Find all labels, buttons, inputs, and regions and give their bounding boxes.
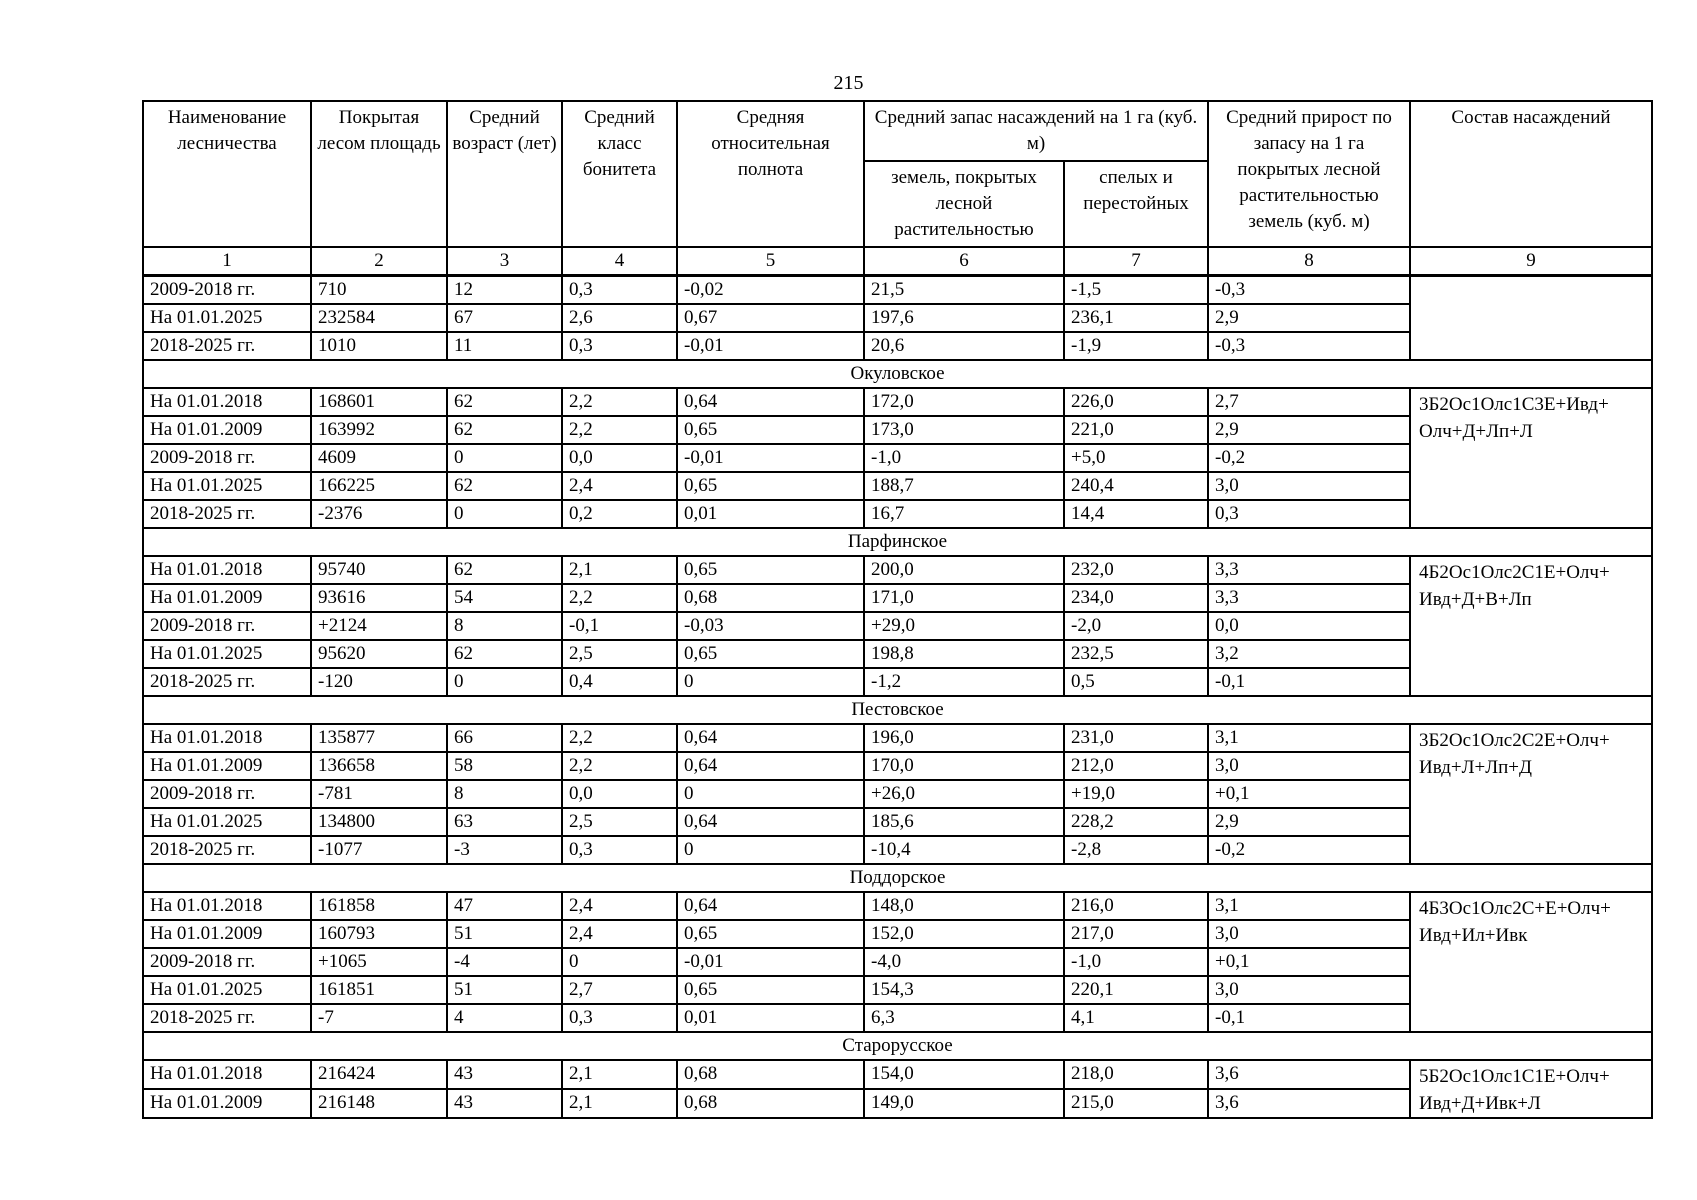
column-number: 6: [864, 247, 1064, 276]
age-cell: 0: [447, 500, 562, 528]
period-cell: На 01.01.2009: [143, 1089, 311, 1118]
density-cell: 0,68: [677, 1089, 864, 1118]
density-cell: 0,65: [677, 472, 864, 500]
mature-stock-cell: 232,5: [1064, 640, 1208, 668]
age-cell: 62: [447, 640, 562, 668]
table-row: [143, 388, 1652, 416]
mature-stock-cell: 217,0: [1064, 920, 1208, 948]
area-cell: -1077: [311, 836, 447, 864]
site-class-cell: 0,3: [562, 836, 677, 864]
increment-cell: -0,3: [1208, 332, 1410, 360]
area-cell: -7: [311, 1004, 447, 1032]
density-cell: 0: [677, 836, 864, 864]
increment-cell: 3,2: [1208, 640, 1410, 668]
increment-cell: 2,7: [1208, 388, 1410, 416]
age-cell: 62: [447, 416, 562, 444]
period-cell: На 01.01.2025: [143, 640, 311, 668]
stock-cell: 6,3: [864, 1004, 1064, 1032]
header-relative-density: Средняя относительная полнота: [677, 101, 864, 247]
area-cell: 93616: [311, 584, 447, 612]
area-cell: 95740: [311, 556, 447, 584]
column-number: 4: [562, 247, 677, 276]
period-cell: 2018-2025 гг.: [143, 1004, 311, 1032]
area-cell: 216148: [311, 1089, 447, 1118]
increment-cell: 3,6: [1208, 1060, 1410, 1089]
area-cell: 166225: [311, 472, 447, 500]
mature-stock-cell: 14,4: [1064, 500, 1208, 528]
period-cell: 2009-2018 гг.: [143, 612, 311, 640]
site-class-cell: 2,2: [562, 416, 677, 444]
period-cell: На 01.01.2025: [143, 976, 311, 1004]
density-cell: -0,01: [677, 332, 864, 360]
mature-stock-cell: 231,0: [1064, 724, 1208, 752]
area-cell: 4609: [311, 444, 447, 472]
mature-stock-cell: 4,1: [1064, 1004, 1208, 1032]
age-cell: 11: [447, 332, 562, 360]
density-cell: -0,01: [677, 948, 864, 976]
increment-cell: 3,0: [1208, 752, 1410, 780]
section-row: [143, 360, 1652, 388]
period-cell: На 01.01.2009: [143, 752, 311, 780]
density-cell: 0,01: [677, 1004, 864, 1032]
stock-cell: 21,5: [864, 276, 1064, 305]
density-cell: -0,02: [677, 276, 864, 305]
area-cell: 1010: [311, 332, 447, 360]
mature-stock-cell: +5,0: [1064, 444, 1208, 472]
mature-stock-cell: 215,0: [1064, 1089, 1208, 1118]
period-cell: На 01.01.2009: [143, 920, 311, 948]
age-cell: 58: [447, 752, 562, 780]
period-cell: На 01.01.2025: [143, 472, 311, 500]
area-cell: -120: [311, 668, 447, 696]
stock-cell: 198,8: [864, 640, 1064, 668]
header-site-class: Средний класс бонитета: [562, 101, 677, 247]
composition-cell: 5Б2Ос1Олс1С1Е+Олч+ Ивд+Д+Ивк+Л: [1410, 1060, 1652, 1118]
age-cell: 62: [447, 556, 562, 584]
area-cell: 163992: [311, 416, 447, 444]
density-cell: 0,01: [677, 500, 864, 528]
mature-stock-cell: 221,0: [1064, 416, 1208, 444]
site-class-cell: -0,1: [562, 612, 677, 640]
stock-cell: 149,0: [864, 1089, 1064, 1118]
site-class-cell: 2,5: [562, 640, 677, 668]
increment-cell: 2,9: [1208, 304, 1410, 332]
density-cell: 0: [677, 668, 864, 696]
stock-cell: 173,0: [864, 416, 1064, 444]
mature-stock-cell: 236,1: [1064, 304, 1208, 332]
mature-stock-cell: -1,5: [1064, 276, 1208, 305]
site-class-cell: 2,2: [562, 752, 677, 780]
area-cell: 232584: [311, 304, 447, 332]
age-cell: 66: [447, 724, 562, 752]
period-cell: На 01.01.2009: [143, 416, 311, 444]
age-cell: 62: [447, 472, 562, 500]
table-row: [143, 276, 1652, 305]
age-cell: 43: [447, 1060, 562, 1089]
density-cell: 0,65: [677, 416, 864, 444]
mature-stock-cell: +19,0: [1064, 780, 1208, 808]
increment-cell: 3,3: [1208, 584, 1410, 612]
increment-cell: -0,1: [1208, 668, 1410, 696]
age-cell: -4: [447, 948, 562, 976]
age-cell: 47: [447, 892, 562, 920]
age-cell: -3: [447, 836, 562, 864]
increment-cell: 2,9: [1208, 416, 1410, 444]
stock-cell: 154,0: [864, 1060, 1064, 1089]
age-cell: 4: [447, 1004, 562, 1032]
area-cell: 710: [311, 276, 447, 305]
mature-stock-cell: 228,2: [1064, 808, 1208, 836]
page-number: 215: [833, 72, 864, 94]
site-class-cell: 0: [562, 948, 677, 976]
increment-cell: -0,2: [1208, 836, 1410, 864]
mature-stock-cell: 234,0: [1064, 584, 1208, 612]
site-class-cell: 2,2: [562, 724, 677, 752]
mature-stock-cell: 0,5: [1064, 668, 1208, 696]
site-class-cell: 0,3: [562, 1004, 677, 1032]
stock-cell: -1,0: [864, 444, 1064, 472]
header-forestry-name: Наименование лесничества: [143, 101, 311, 247]
area-cell: 136658: [311, 752, 447, 780]
increment-cell: +0,1: [1208, 780, 1410, 808]
period-cell: На 01.01.2018: [143, 892, 311, 920]
age-cell: 0: [447, 668, 562, 696]
stock-cell: 185,6: [864, 808, 1064, 836]
site-class-cell: 2,5: [562, 808, 677, 836]
area-cell: 168601: [311, 388, 447, 416]
composition-cell: 3Б2Ос1Олс1С3Е+Ивд+ Олч+Д+Лп+Л: [1410, 388, 1652, 528]
area-cell: 95620: [311, 640, 447, 668]
density-cell: 0,65: [677, 976, 864, 1004]
section-row: [143, 696, 1652, 724]
increment-cell: 3,0: [1208, 472, 1410, 500]
area-cell: +1065: [311, 948, 447, 976]
stock-cell: 172,0: [864, 388, 1064, 416]
increment-cell: +0,1: [1208, 948, 1410, 976]
period-cell: На 01.01.2025: [143, 304, 311, 332]
area-cell: +2124: [311, 612, 447, 640]
section-title: Парфинское: [143, 528, 1652, 556]
increment-cell: 3,3: [1208, 556, 1410, 584]
stock-cell: 188,7: [864, 472, 1064, 500]
header-average-stock-group: Средний запас насаждений на 1 га (куб. м): [864, 101, 1208, 161]
increment-cell: -0,2: [1208, 444, 1410, 472]
site-class-cell: 0,0: [562, 444, 677, 472]
site-class-cell: 0,3: [562, 332, 677, 360]
site-class-cell: 0,4: [562, 668, 677, 696]
period-cell: На 01.01.2018: [143, 388, 311, 416]
period-cell: 2009-2018 гг.: [143, 276, 311, 305]
composition-cell: 3Б2Ос1Олс2С2Е+Олч+ Ивд+Л+Лп+Д: [1410, 724, 1652, 864]
stock-cell: -10,4: [864, 836, 1064, 864]
section-title: Поддорское: [143, 864, 1652, 892]
period-cell: 2009-2018 гг.: [143, 444, 311, 472]
period-cell: На 01.01.2018: [143, 556, 311, 584]
stock-cell: +29,0: [864, 612, 1064, 640]
density-cell: 0,64: [677, 892, 864, 920]
table-row: [143, 892, 1652, 920]
column-number: 1: [143, 247, 311, 276]
age-cell: 12: [447, 276, 562, 305]
site-class-cell: 2,4: [562, 892, 677, 920]
stock-cell: 170,0: [864, 752, 1064, 780]
header-average-increment: Средний прирост по запасу на 1 га покрытых лесной растительностью земель (куб. м): [1208, 101, 1410, 247]
increment-cell: -0,1: [1208, 1004, 1410, 1032]
age-cell: 8: [447, 612, 562, 640]
period-cell: 2018-2025 гг.: [143, 836, 311, 864]
table-row: [143, 1060, 1652, 1089]
period-cell: На 01.01.2018: [143, 1060, 311, 1089]
density-cell: 0,68: [677, 584, 864, 612]
composition-cell: [1410, 276, 1652, 361]
site-class-cell: 0,0: [562, 780, 677, 808]
column-number: 5: [677, 247, 864, 276]
site-class-cell: 2,1: [562, 1089, 677, 1118]
section-row: [143, 528, 1652, 556]
age-cell: 62: [447, 388, 562, 416]
period-cell: 2009-2018 гг.: [143, 780, 311, 808]
increment-cell: -0,3: [1208, 276, 1410, 305]
increment-cell: 3,0: [1208, 976, 1410, 1004]
area-cell: 161858: [311, 892, 447, 920]
area-cell: -2376: [311, 500, 447, 528]
increment-cell: 0,0: [1208, 612, 1410, 640]
increment-cell: 2,9: [1208, 808, 1410, 836]
mature-stock-cell: -2,0: [1064, 612, 1208, 640]
header-stock-forest-lands: земель, покрытых лесной растительностью: [864, 161, 1064, 247]
area-cell: 135877: [311, 724, 447, 752]
site-class-cell: 2,2: [562, 584, 677, 612]
density-cell: 0,64: [677, 752, 864, 780]
column-number: 8: [1208, 247, 1410, 276]
stock-cell: +26,0: [864, 780, 1064, 808]
mature-stock-cell: 216,0: [1064, 892, 1208, 920]
column-number: 7: [1064, 247, 1208, 276]
period-cell: На 01.01.2018: [143, 724, 311, 752]
header-average-age: Средний возраст (лет): [447, 101, 562, 247]
density-cell: 0,65: [677, 640, 864, 668]
mature-stock-cell: 220,1: [1064, 976, 1208, 1004]
stock-cell: 16,7: [864, 500, 1064, 528]
density-cell: 0,65: [677, 556, 864, 584]
age-cell: 63: [447, 808, 562, 836]
increment-cell: 3,0: [1208, 920, 1410, 948]
period-cell: 2018-2025 гг.: [143, 332, 311, 360]
area-cell: -781: [311, 780, 447, 808]
site-class-cell: 2,4: [562, 920, 677, 948]
age-cell: 54: [447, 584, 562, 612]
table-row: [143, 556, 1652, 584]
site-class-cell: 2,1: [562, 556, 677, 584]
stock-cell: 200,0: [864, 556, 1064, 584]
stock-cell: 20,6: [864, 332, 1064, 360]
period-cell: 2018-2025 гг.: [143, 500, 311, 528]
mature-stock-cell: -1,9: [1064, 332, 1208, 360]
density-cell: 0,65: [677, 920, 864, 948]
table-row: [143, 724, 1652, 752]
stock-cell: 154,3: [864, 976, 1064, 1004]
column-number: 3: [447, 247, 562, 276]
stock-cell: 152,0: [864, 920, 1064, 948]
site-class-cell: 2,1: [562, 1060, 677, 1089]
site-class-cell: 2,2: [562, 388, 677, 416]
age-cell: 67: [447, 304, 562, 332]
increment-cell: 3,1: [1208, 892, 1410, 920]
density-cell: 0,64: [677, 808, 864, 836]
section-title: Пестовское: [143, 696, 1652, 724]
increment-cell: 3,1: [1208, 724, 1410, 752]
mature-stock-cell: -2,8: [1064, 836, 1208, 864]
stock-cell: 197,6: [864, 304, 1064, 332]
area-cell: 216424: [311, 1060, 447, 1089]
density-cell: 0,68: [677, 1060, 864, 1089]
column-number: 9: [1410, 247, 1652, 276]
section-title: Окуловское: [143, 360, 1652, 388]
column-number: 2: [311, 247, 447, 276]
age-cell: 43: [447, 1089, 562, 1118]
density-cell: 0: [677, 780, 864, 808]
site-class-cell: 2,7: [562, 976, 677, 1004]
area-cell: 160793: [311, 920, 447, 948]
period-cell: 2018-2025 гг.: [143, 668, 311, 696]
site-class-cell: 2,4: [562, 472, 677, 500]
stock-cell: -1,2: [864, 668, 1064, 696]
header-covered-area: Покрытая лесом площадь: [311, 101, 447, 247]
density-cell: 0,64: [677, 724, 864, 752]
site-class-cell: 0,2: [562, 500, 677, 528]
age-cell: 0: [447, 444, 562, 472]
increment-cell: 0,3: [1208, 500, 1410, 528]
density-cell: 0,64: [677, 388, 864, 416]
mature-stock-cell: 240,4: [1064, 472, 1208, 500]
mature-stock-cell: 218,0: [1064, 1060, 1208, 1089]
mature-stock-cell: 226,0: [1064, 388, 1208, 416]
age-cell: 51: [447, 920, 562, 948]
period-cell: На 01.01.2009: [143, 584, 311, 612]
area-cell: 161851: [311, 976, 447, 1004]
mature-stock-cell: 212,0: [1064, 752, 1208, 780]
density-cell: -0,01: [677, 444, 864, 472]
density-cell: -0,03: [677, 612, 864, 640]
forestry-table: [142, 100, 1653, 1119]
mature-stock-cell: 232,0: [1064, 556, 1208, 584]
header-stock-mature: спелых и перестойных: [1064, 161, 1208, 247]
site-class-cell: 0,3: [562, 276, 677, 305]
age-cell: 51: [447, 976, 562, 1004]
age-cell: 8: [447, 780, 562, 808]
period-cell: На 01.01.2025: [143, 808, 311, 836]
composition-cell: 4Б2Ос1Олс2С1Е+Олч+ Ивд+Д+В+Лп: [1410, 556, 1652, 696]
stock-cell: 196,0: [864, 724, 1064, 752]
section-title: Старорусское: [143, 1032, 1652, 1060]
stock-cell: 148,0: [864, 892, 1064, 920]
section-row: [143, 864, 1652, 892]
mature-stock-cell: -1,0: [1064, 948, 1208, 976]
composition-cell: 4Б3Ос1Олс2С+Е+Олч+ Ивд+Ил+Ивк: [1410, 892, 1652, 1032]
section-row: [143, 1032, 1652, 1060]
stock-cell: -4,0: [864, 948, 1064, 976]
site-class-cell: 2,6: [562, 304, 677, 332]
area-cell: 134800: [311, 808, 447, 836]
period-cell: 2009-2018 гг.: [143, 948, 311, 976]
increment-cell: 3,6: [1208, 1089, 1410, 1118]
header-composition: Состав насаждений: [1410, 101, 1652, 247]
density-cell: 0,67: [677, 304, 864, 332]
stock-cell: 171,0: [864, 584, 1064, 612]
